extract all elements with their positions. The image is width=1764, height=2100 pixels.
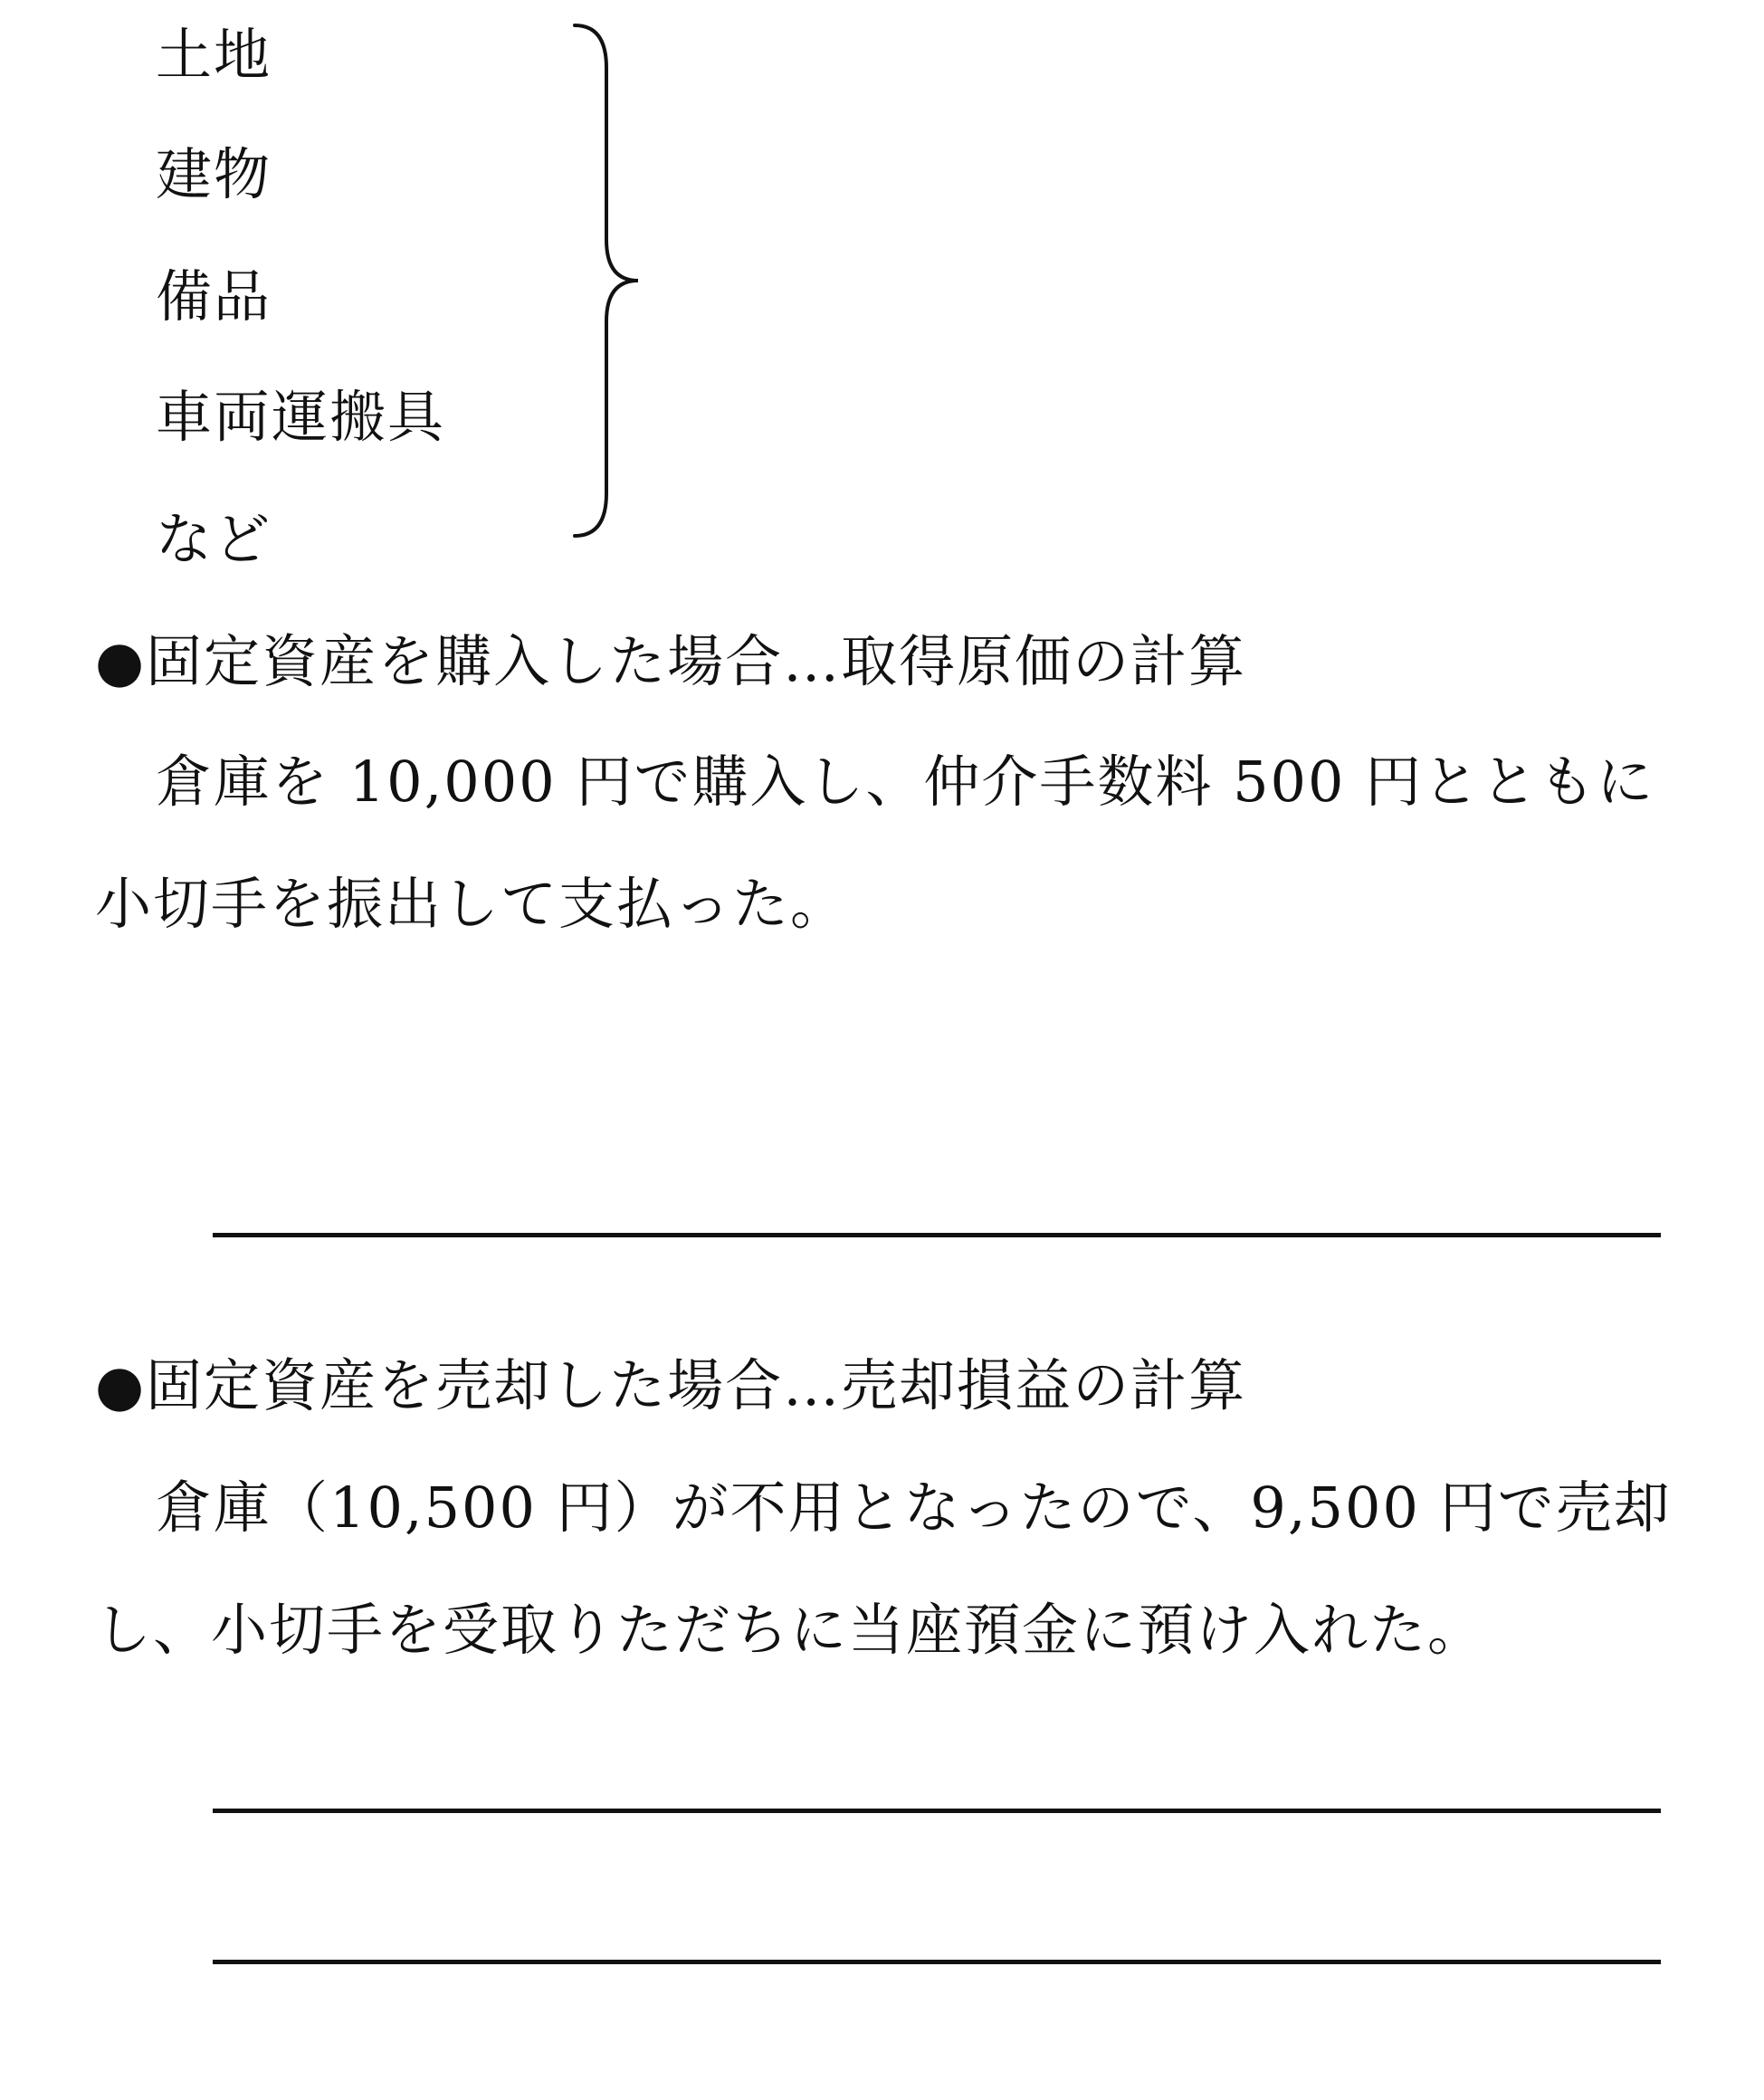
- sale-problem-line-2: し、小切手を受取りただちに当座預金に預け入れた。: [95, 1597, 1486, 1663]
- sale-problem-line-1: 倉庫（10,500 円）が不用となったので、9,500 円で売却: [156, 1475, 1672, 1541]
- purchase-problem-line-1: 倉庫を 10,000 円で購入し、仲介手数料 500 円とともに: [156, 749, 1655, 815]
- sale-heading: ●固定資産を売却した場合…売却損益の計算: [95, 1352, 1247, 1418]
- asset-item-land: 土地: [156, 22, 272, 88]
- grouping-brace: [561, 18, 661, 543]
- asset-item-building: 建物: [156, 141, 272, 207]
- asset-item-equipment: 備品: [156, 263, 272, 329]
- sale-answer-line-1[interactable]: [213, 1809, 1661, 1813]
- asset-item-vehicles: 車両運搬具: [156, 384, 446, 450]
- purchase-heading: ●固定資産を購入した場合…取得原価の計算: [95, 628, 1247, 694]
- purchase-problem-line-2: 小切手を振出して支払った。: [95, 871, 849, 937]
- purchase-answer-line[interactable]: [213, 1233, 1661, 1237]
- asset-item-etc: など: [156, 506, 272, 572]
- sale-answer-line-2[interactable]: [213, 1960, 1661, 1964]
